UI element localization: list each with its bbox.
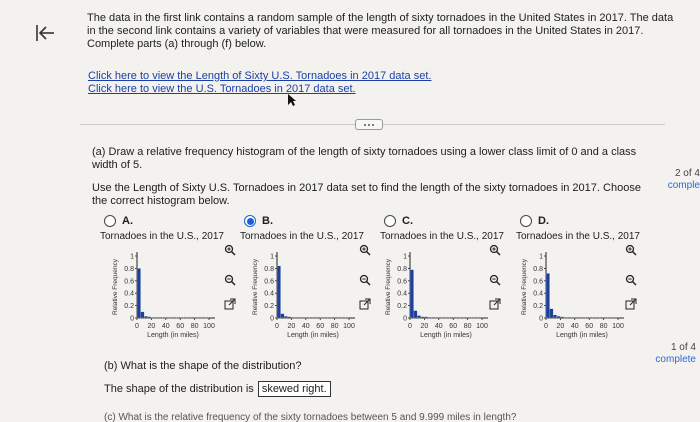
y-tick-label: 0.6 [397,278,407,286]
progress-count: 1 of 4 [670,342,696,353]
y-tick-label: 0.4 [397,290,407,298]
option-a-label: A. [122,215,133,227]
zoom-in-icon[interactable] [358,243,372,257]
link-all-tornadoes[interactable]: Click here to view the U.S. Tornadoes in 2017 data set. [88,83,356,95]
y-axis-label: Relative Frequency [521,259,528,315]
option-b-label: B. [262,215,273,227]
x-axis-label: Length (in miles) [147,332,199,339]
radio-b[interactable] [244,215,256,227]
part-a-instruction: Use the Length of Sixty U.S. Tornadoes in 2017 data set to find the length of the sixty tornadoes in 2017. Choose the correct histogram below. [92,182,641,207]
y-tick-label: 0 [403,315,407,323]
chart-a-title: Tornadoes in the U.S., 2017 [100,231,224,242]
zoom-out-icon[interactable] [624,273,638,287]
x-tick-label: 80 [463,323,472,330]
part-a-question: (a) Draw a relative frequency histogram of the length of sixty tornadoes using a lower class limit of 0 and a class width of 5. [92,146,637,171]
y-axis-label: Relative Frequency [252,259,259,315]
progress-status: comple [667,180,700,191]
x-tick-label: 20 [147,323,156,330]
x-tick-label: 100 [203,323,215,330]
x-tick-label: 60 [449,323,458,330]
y-tick-label: 0.4 [533,290,543,298]
open-external-icon[interactable] [223,297,237,311]
progress-status: complete [655,354,696,365]
y-tick-label: 0.8 [397,265,407,273]
chart-d-title: Tornadoes in the U.S., 2017 [516,231,640,242]
x-tick-label: 40 [161,323,170,330]
x-tick-label: 80 [599,323,608,330]
chart-b-tools [358,243,372,311]
y-tick-label: 0.4 [264,290,274,298]
x-tick-label: 80 [190,323,199,330]
y-tick-label: 0.2 [533,303,543,311]
y-tick-label: 0.6 [124,278,134,286]
chart-d-tools [624,243,638,311]
zoom-out-icon[interactable] [358,273,372,287]
y-axis-label: Relative Frequency [112,259,119,315]
y-tick-label: 0.2 [264,303,274,311]
mouse-cursor-icon [287,93,297,112]
zoom-in-icon[interactable] [488,243,502,257]
x-tick-label: 20 [287,323,296,330]
progress-indicator-bottom [655,342,696,366]
y-tick-label: 0.2 [124,303,134,311]
option-c-label: C. [402,215,413,227]
x-tick-label: 0 [275,323,279,330]
progress-count: 2 of 4 [674,168,700,179]
expand-more-button[interactable] [355,119,383,130]
x-tick-label: 20 [556,323,565,330]
radio-d[interactable] [520,215,532,227]
x-tick-label: 100 [476,323,488,330]
x-tick-label: 80 [330,323,339,330]
y-tick-label: 0.6 [533,278,543,286]
x-tick-label: 60 [176,323,185,330]
x-tick-label: 60 [585,323,594,330]
back-arrow-icon[interactable] [30,18,60,48]
y-tick-label: 0.2 [397,303,407,311]
x-tick-label: 0 [135,323,139,330]
x-tick-label: 20 [420,323,429,330]
open-external-icon[interactable] [358,297,372,311]
chart-a-tools [223,243,237,311]
chart-c-tools [488,243,502,311]
x-tick-label: 0 [408,323,412,330]
option-d-label: D. [538,215,549,227]
y-tick-label: 0 [270,315,274,323]
x-tick-label: 40 [434,323,443,330]
x-tick-label: 100 [343,323,355,330]
shape-answer-dropdown[interactable]: skewed right. [258,381,331,397]
x-tick-label: 100 [612,323,624,330]
y-tick-label: 1 [403,253,407,261]
zoom-in-icon[interactable] [624,243,638,257]
shape-prefix: The shape of the distribution is [104,383,254,395]
x-tick-label: 40 [570,323,579,330]
x-tick-label: 0 [544,323,548,330]
open-external-icon[interactable] [624,297,638,311]
intro-text: The data in the first link contains a random sample of the length of sixty tornadoes in the United States in 2017. The data in the second link contains a variety of variables that were measured for all tornadoes in the United States in 2017. Complete parts (a) through (f) below. [87,12,674,50]
x-axis-label: Length (in miles) [420,332,472,339]
y-tick-label: 0.6 [264,278,274,286]
data-links [88,70,431,96]
y-tick-label: 0.8 [124,265,134,273]
y-axis-label: Relative Frequency [385,259,392,315]
y-tick-label: 0 [539,315,543,323]
zoom-out-icon[interactable] [488,273,502,287]
y-tick-label: 0.8 [264,265,274,273]
zoom-out-icon[interactable] [223,273,237,287]
x-axis-label: Length (in miles) [556,332,608,339]
y-tick-label: 1 [130,253,134,261]
chart-b-title: Tornadoes in the U.S., 2017 [240,231,364,242]
open-external-icon[interactable] [488,297,502,311]
shape-answer-line [104,381,331,397]
part-c-question-cut: (c) What is the relative frequency of the sixty tornadoes between 5 and 9.999 miles in length? [104,412,517,422]
part-b-question: (b) What is the shape of the distribution? [104,360,302,372]
chart-c-title: Tornadoes in the U.S., 2017 [380,231,504,242]
y-tick-label: 1 [270,253,274,261]
radio-c[interactable] [384,215,396,227]
link-sixty-tornadoes[interactable]: Click here to view the Length of Sixty U.S. Tornadoes in 2017 data set. [88,70,432,82]
radio-a[interactable] [104,215,116,227]
option-a[interactable] [100,215,240,345]
y-tick-label: 0.4 [124,290,134,298]
x-axis-label: Length (in miles) [287,332,339,339]
zoom-in-icon[interactable] [223,243,237,257]
y-tick-label: 1 [539,253,543,261]
progress-indicator-top [668,168,700,192]
y-tick-label: 0.8 [533,265,543,273]
x-tick-label: 60 [316,323,325,330]
x-tick-label: 40 [301,323,310,330]
y-tick-label: 0 [130,315,134,323]
